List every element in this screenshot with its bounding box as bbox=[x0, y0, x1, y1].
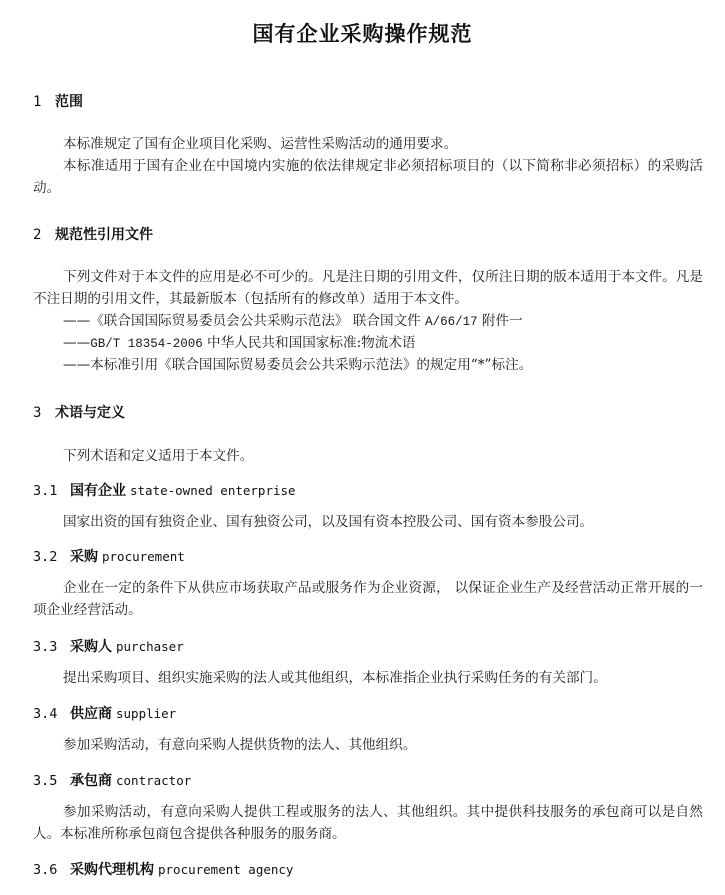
paragraph: 本标准规定了国有企业项目化采购、运营性采购活动的通用要求。 bbox=[63, 136, 458, 152]
paragraph: 下列术语和定义适用于本文件。 bbox=[63, 448, 254, 464]
term-heading-3-6 bbox=[33, 859, 293, 879]
section-number: 1 bbox=[33, 94, 42, 110]
term-number: 3.2 bbox=[33, 549, 58, 565]
term-heading-3-2 bbox=[33, 546, 185, 566]
ref-dash: —— bbox=[63, 335, 91, 351]
section-3-heading bbox=[33, 402, 125, 422]
reference-item bbox=[63, 310, 523, 333]
term-definition: 提出采购项目、组织实施采购的法人或其他组织，本标准指企业执行采购任务的有关部门。 bbox=[63, 670, 607, 686]
ref-dash: —— bbox=[63, 313, 91, 329]
term-cn: 采购人 bbox=[70, 639, 112, 655]
term-number: 3.5 bbox=[33, 773, 58, 789]
document-title: 国有企业采购操作规范 bbox=[252, 22, 473, 46]
term-en: supplier bbox=[116, 706, 177, 721]
section-title: 术语与定义 bbox=[55, 405, 125, 421]
term-heading-3-3 bbox=[33, 636, 184, 656]
term-en: state-owned enterprise bbox=[130, 483, 296, 498]
section-title: 范围 bbox=[55, 94, 83, 110]
term-definition: 企业在一定的条件下从供应市场获取产品或服务作为企业资源， 以保证企业生产及经营活动正常开展的一项企业经营活动。 bbox=[33, 580, 703, 618]
term-heading-3-5 bbox=[33, 770, 191, 790]
section-1-heading bbox=[33, 91, 83, 111]
term-cn: 承包商 bbox=[70, 773, 112, 789]
term-en: contractor bbox=[116, 773, 192, 788]
ref-text: 本标准引用《联合国国际贸易委员会公共采购示范法》的规定用“*”标注。 bbox=[90, 357, 533, 373]
term-definition: 参加采购活动，有意向采购人提供货物的法人、其他组织。 bbox=[63, 737, 417, 753]
term-cn: 采购 bbox=[70, 549, 98, 565]
reference-item bbox=[63, 332, 416, 355]
section-2-heading bbox=[33, 224, 153, 244]
ref-suffix: 附件一 bbox=[477, 313, 523, 329]
ref-text: 中华人民共和国国家标准:物流术语 bbox=[202, 335, 416, 351]
term-definition: 参加采购活动，有意向采购人提供工程或服务的法人、其他组织。其中提供科技服务的承包商可以是自然人。本标准所称承包商包含提供各种服务的服务商。 bbox=[33, 804, 703, 842]
ref-code: A/66/17 bbox=[425, 315, 478, 329]
term-heading-3-1 bbox=[33, 480, 296, 500]
ref-dash: —— bbox=[63, 357, 91, 373]
term-definition: 国家出资的国有独资企业、国有独资公司，以及国有资本控股公司、国有资本参股公司。 bbox=[63, 514, 594, 530]
term-cn: 采购代理机构 bbox=[70, 862, 154, 878]
paragraph: 本标准适用于国有企业在中国境内实施的依法律规定非必须招标项目的（以下简称非必须招标）的采购活动。 bbox=[33, 158, 703, 196]
term-number: 3.1 bbox=[33, 483, 58, 499]
paragraph: 下列文件对于本文件的应用是必不可少的。凡是注日期的引用文件，仅所注日期的版本适用于本文件。凡是不注日期的引用文件，其最新版本（包括所有的修改单）适用于本文件。 bbox=[33, 269, 703, 307]
section-number: 3 bbox=[33, 405, 42, 421]
term-en: purchaser bbox=[116, 639, 184, 654]
section-title: 规范性引用文件 bbox=[55, 227, 153, 243]
term-en: procurement agency bbox=[158, 862, 294, 877]
term-cn: 供应商 bbox=[70, 706, 112, 722]
reference-item bbox=[63, 354, 532, 376]
term-cn: 国有企业 bbox=[70, 483, 126, 499]
term-number: 3.4 bbox=[33, 706, 58, 722]
term-number: 3.6 bbox=[33, 862, 58, 878]
term-en: procurement bbox=[102, 549, 185, 564]
ref-code: GB/T 18354-2006 bbox=[90, 337, 203, 351]
ref-text: 《联合国国际贸易委员会公共采购示范法》 联合国文件 bbox=[90, 313, 426, 329]
section-number: 2 bbox=[33, 227, 42, 243]
term-number: 3.3 bbox=[33, 639, 58, 655]
term-heading-3-4 bbox=[33, 703, 176, 723]
